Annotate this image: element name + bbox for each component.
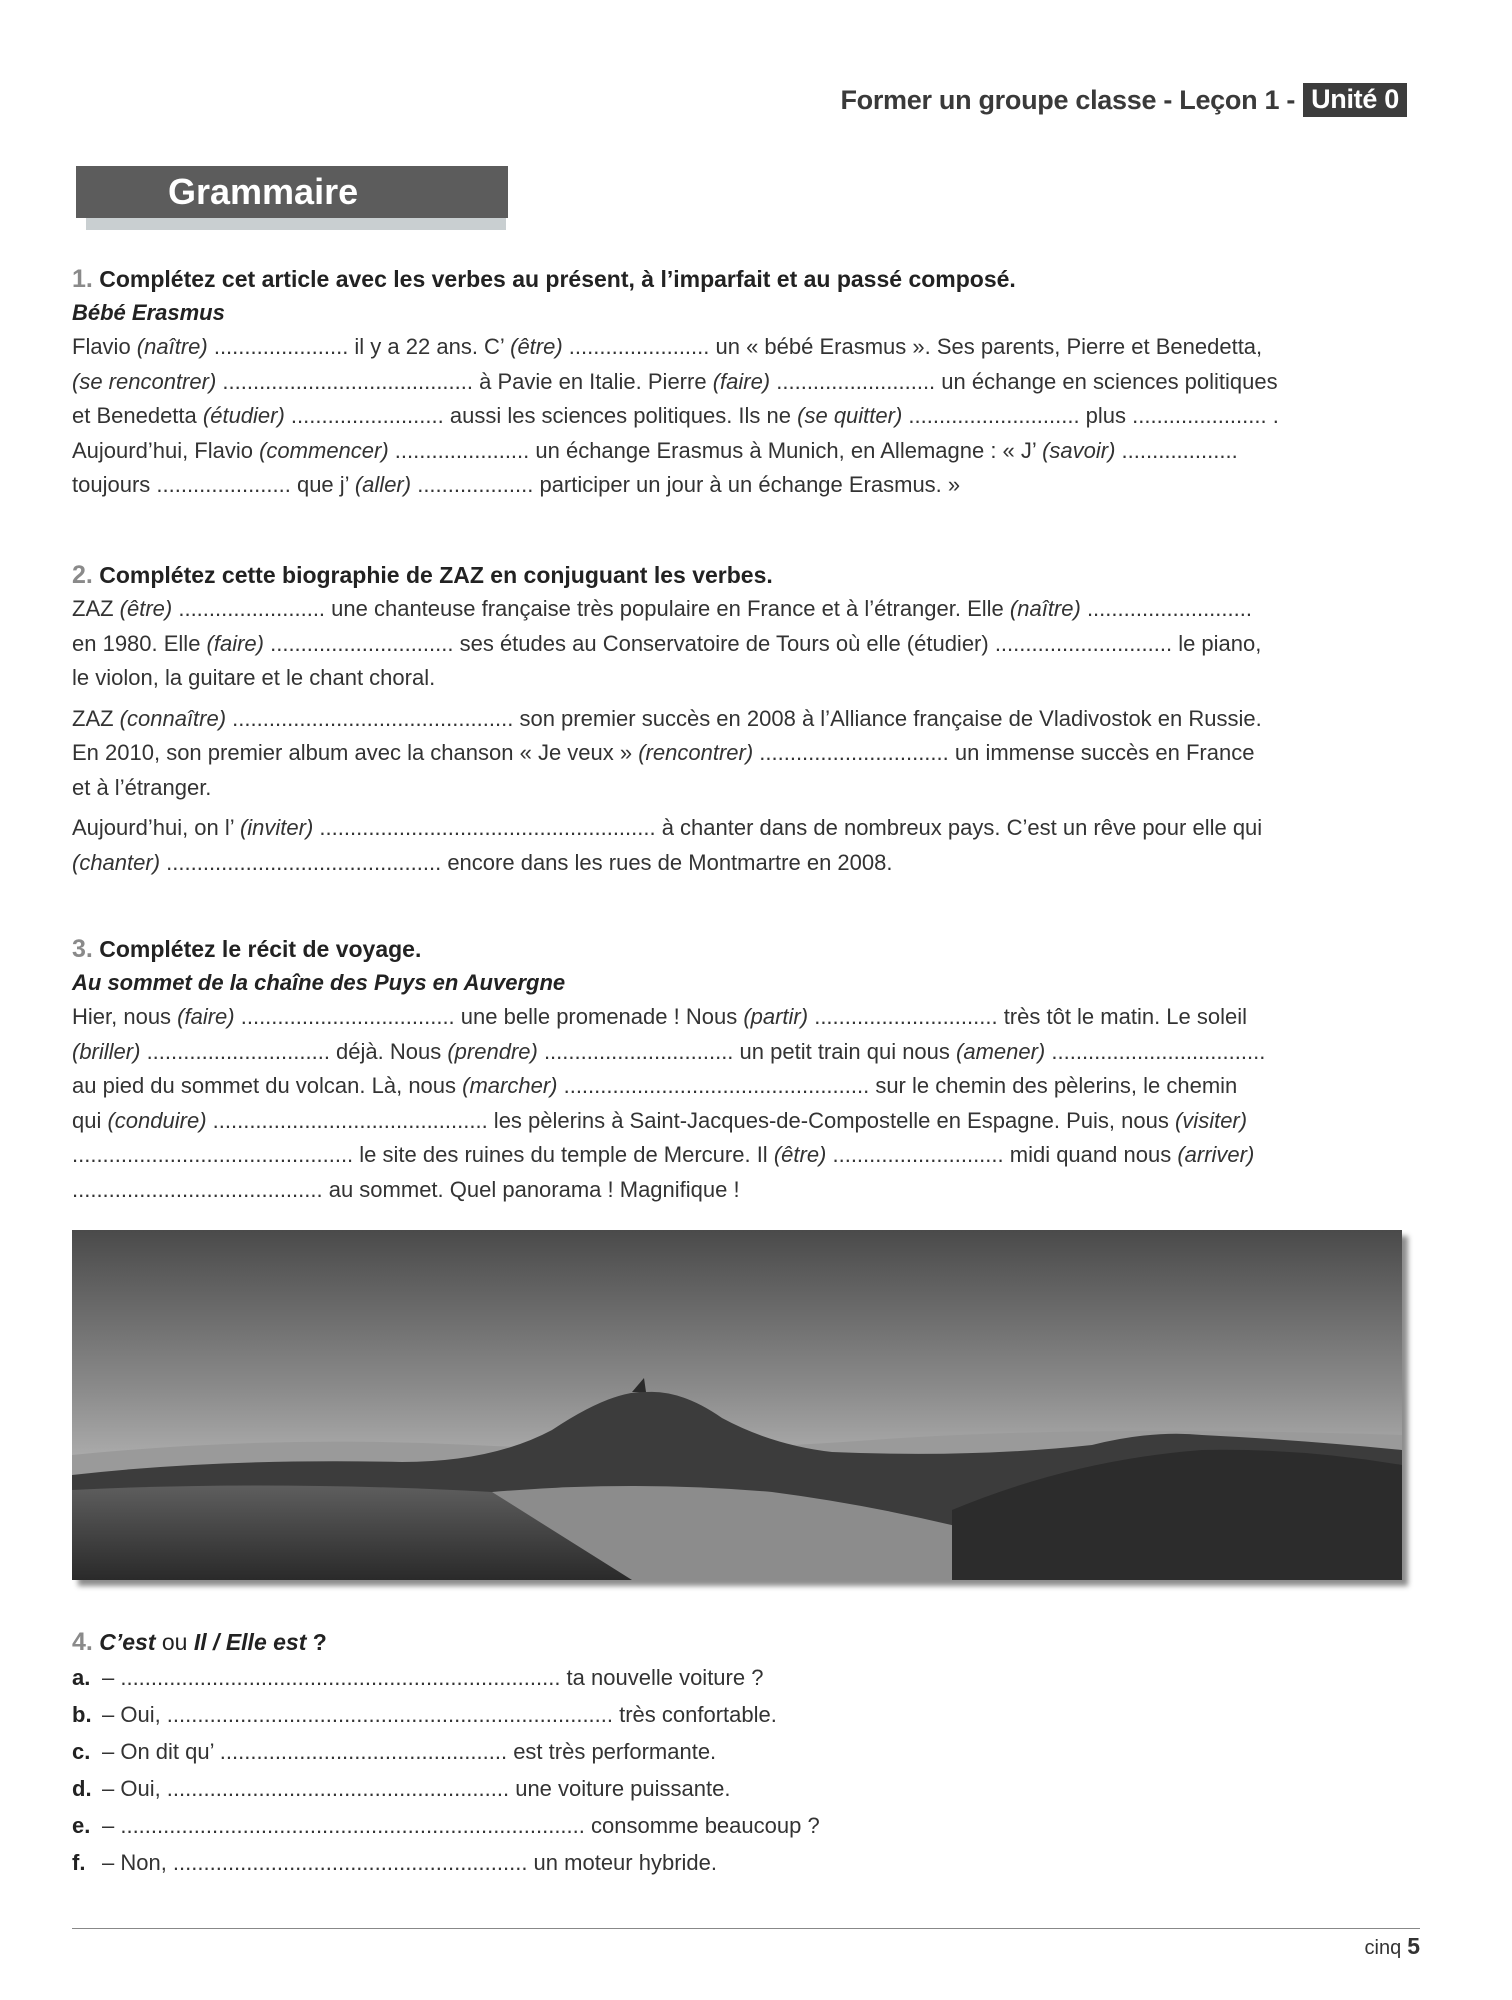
list-item: a. – ........................................................................ ta nouvelle voiture ? <box>72 1665 764 1690</box>
exercise-title: 3. Complétez le récit de voyage. <box>72 935 422 963</box>
dialogue-list <box>72 1659 1322 1881</box>
list-item: b. – Oui, ......................................................................... très confortable. <box>72 1702 777 1727</box>
section-title: Grammaire <box>76 166 508 218</box>
volcano-landscape-image <box>72 1230 1402 1580</box>
exercise-title: 4. C’est ou Il / Elle est ? <box>72 1628 327 1656</box>
page-word: cinq <box>1364 1937 1402 1959</box>
exercise-subtitle: Bébé Erasmus <box>72 300 225 325</box>
exercise-4 <box>72 1625 1322 1881</box>
page-footer <box>1365 1933 1421 1960</box>
list-item: c. – On dit qu’ ............................................... est très performante. <box>72 1739 717 1764</box>
exercise-text: ZAZ (être) ........................ une chanteuse française très populaire en France et à l’étranger. Elle (naître) ........................... en 1980. Elle (faire) .............................. ses études au Conservatoire de Tours où elle (étudier) ............................. le piano, le violon, la guitare et le chant choral. <box>72 596 1262 690</box>
section-banner <box>76 166 508 230</box>
list-item: d. – Oui, ........................................................ une voiture puissante. <box>72 1776 731 1801</box>
unit-badge: Unité 0 <box>1303 83 1407 117</box>
list-item: f. – Non, .......................................................... un moteur hybride. <box>72 1850 717 1875</box>
exercise-title: 2. Complétez cette biographie de ZAZ en conjuguant les verbes. <box>72 561 773 589</box>
exercise-text: Flavio (naître) ...................... il y a 22 ans. C’ (être) ....................... un « bébé Erasmus ». Ses parents, Pierre et Benedetta, (se rencontrer) ......................................... à Pavie en Italie. Pierre (faire) .......................... un échange en sciences politiques et Benedetta (étudier) ......................... aussi les sciences politiques. Ils ne (se quitter) ............................ plus ...................... . Aujourd’hui, Flavio (commencer) ...................... un échange Erasmus à Munich, en Allemagne : « J’ (savoir) ................... toujours ...................... que j’ (aller) ................... participer un jour à un échange Erasmus. » <box>72 334 1279 497</box>
exercise-1 <box>72 262 1322 503</box>
landscape-photo <box>72 1230 1402 1580</box>
lesson-title: Former un groupe classe - Leçon 1 - <box>840 84 1296 115</box>
exercise-2 <box>72 558 1322 880</box>
exercise-subtitle: Au sommet de la chaîne des Puys en Auvergne <box>72 970 566 995</box>
exercise-text: Aujourd’hui, on l’ (inviter) ....................................................... à chanter dans de nombreux pays. C’est un rêve pour elle qui (chanter) ............................................. encore dans les rues de Montmartre en 2008. <box>72 815 1263 875</box>
exercise-title: 1. Complétez cet article avec les verbes au présent, à l’imparfait et au passé composé. <box>72 265 1016 293</box>
exercise-3 <box>72 932 1322 1207</box>
page-number: 5 <box>1407 1933 1420 1959</box>
exercise-text: ZAZ (connaître) .............................................. son premier succès en 2008 à l’Alliance française de Vladivostok en Russie. En 2010, son premier album avec la chanson « Je veux » (rencontrer) ............................... un immense succès en France et à l’étranger. <box>72 705 1262 800</box>
list-item: e. – ............................................................................ consomme beaucoup ? <box>72 1813 820 1838</box>
footer-divider <box>72 1928 1420 1929</box>
page-header <box>840 83 1407 117</box>
exercise-text: Hier, nous (faire) ................................... une belle promenade ! Nous (partir) .............................. très tôt le matin. Le soleil (briller) .............................. déjà. Nous (prendre) ............................... un petit train qui nous (amener) ................................... au pied du sommet du volcan. Là, nous (marcher) .................................................. sur le chemin des pèlerins, le chemin qui (conduire) ............................................. les pèlerins à Saint-Jacques-de-Compostelle en Espagne. Puis, nous (visiter) .............................................. le site des ruines du temple de Mercure. Il (être) ............................ midi quand nous (arriver) ......................................... au sommet. Quel panorama ! Magnifique ! <box>72 1004 1266 1202</box>
